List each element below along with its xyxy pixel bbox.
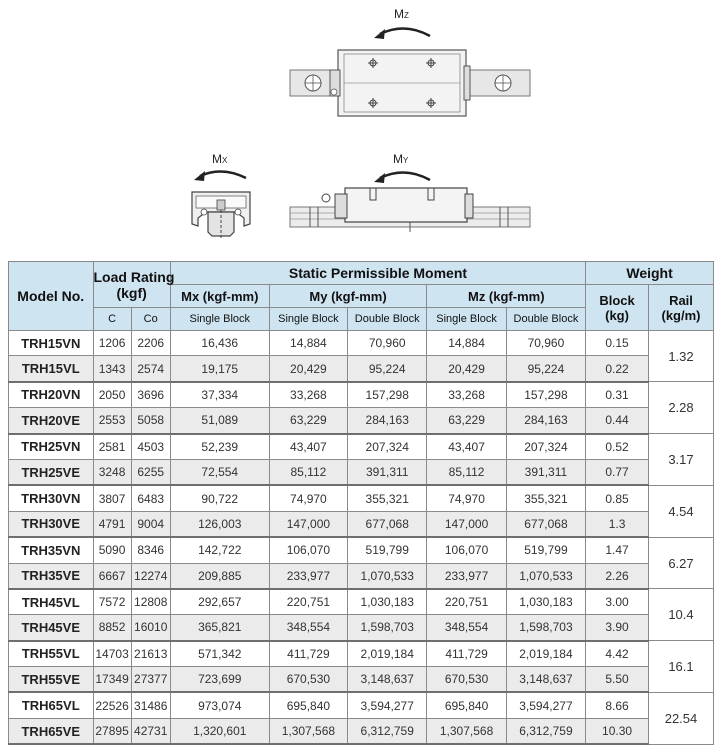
my-double-cell: 2,019,184 xyxy=(348,641,427,667)
my-single-cell: 670,530 xyxy=(269,667,347,693)
mz-double-cell: 3,148,637 xyxy=(506,667,585,693)
side-view-diagram xyxy=(290,152,530,232)
mx-arrow xyxy=(200,171,246,178)
co-cell: 6255 xyxy=(131,459,170,485)
table-row xyxy=(9,382,714,408)
mx-cell: 723,699 xyxy=(170,667,269,693)
co-cell: 5058 xyxy=(131,408,170,434)
block-weight-cell: 3.00 xyxy=(586,589,649,615)
co-cell: 21613 xyxy=(131,641,170,667)
my-arrow xyxy=(380,172,430,180)
table-row xyxy=(9,331,714,356)
header-mz: Mz (kgf-mm) xyxy=(427,285,586,308)
front-view-diagram xyxy=(192,152,250,238)
header-co: Co xyxy=(131,308,170,331)
header-my-single: Single Block xyxy=(269,308,347,331)
side-block xyxy=(345,188,467,222)
mx-label: MX xyxy=(212,152,228,166)
table-row xyxy=(9,511,714,537)
header-mx: Mx (kgf-mm) xyxy=(170,285,269,308)
co-cell: 12808 xyxy=(131,589,170,615)
c-cell: 8852 xyxy=(93,615,131,641)
header-block: Block (kg) xyxy=(586,285,649,331)
mz-double-cell: 355,321 xyxy=(506,485,585,511)
mz-arrowhead xyxy=(374,29,385,39)
rail-weight-cell: 16.1 xyxy=(648,641,713,693)
mz-double-cell: 519,799 xyxy=(506,537,585,563)
c-cell: 1206 xyxy=(93,331,131,356)
my-single-cell: 43,407 xyxy=(269,434,347,460)
model-cell: TRH30VE xyxy=(9,511,94,537)
mx-cell: 52,239 xyxy=(170,434,269,460)
co-cell: 9004 xyxy=(131,511,170,537)
table-row xyxy=(9,641,714,667)
model-cell: TRH20VE xyxy=(9,408,94,434)
header-load-rating: Load Rating (kgf) xyxy=(93,262,170,308)
c-cell: 3807 xyxy=(93,485,131,511)
c-cell: 1343 xyxy=(93,356,131,382)
co-cell: 42731 xyxy=(131,718,170,744)
mx-cell: 973,074 xyxy=(170,692,269,718)
my-double-cell: 1,598,703 xyxy=(348,615,427,641)
mz-single-cell: 233,977 xyxy=(427,563,506,589)
mz-double-cell: 6,312,759 xyxy=(506,718,585,744)
table-row xyxy=(9,537,714,563)
mz-double-cell: 391,311 xyxy=(506,459,585,485)
c-cell: 2050 xyxy=(93,382,131,408)
block-weight-cell: 0.22 xyxy=(586,356,649,382)
my-double-cell: 1,070,533 xyxy=(348,563,427,589)
table-row xyxy=(9,356,714,382)
model-cell: TRH45VE xyxy=(9,615,94,641)
table-row xyxy=(9,718,714,744)
block-weight-cell: 0.15 xyxy=(586,331,649,356)
rail-weight-cell: 4.54 xyxy=(648,485,713,537)
my-double-cell: 70,960 xyxy=(348,331,427,356)
mz-single-cell: 33,268 xyxy=(427,382,506,408)
block-weight-cell: 10.30 xyxy=(586,718,649,744)
my-single-cell: 411,729 xyxy=(269,641,347,667)
rail-weight-cell: 22.54 xyxy=(648,692,713,744)
my-double-cell: 519,799 xyxy=(348,537,427,563)
my-double-cell: 207,324 xyxy=(348,434,427,460)
co-cell: 4503 xyxy=(131,434,170,460)
header-mx-single: Single Block xyxy=(170,308,269,331)
my-double-cell: 95,224 xyxy=(348,356,427,382)
block-weight-cell: 8.66 xyxy=(586,692,649,718)
c-cell: 6667 xyxy=(93,563,131,589)
mx-cell: 142,722 xyxy=(170,537,269,563)
mz-double-cell: 1,598,703 xyxy=(506,615,585,641)
mx-cell: 72,554 xyxy=(170,459,269,485)
rail-weight-cell: 3.17 xyxy=(648,434,713,486)
my-single-cell: 233,977 xyxy=(269,563,347,589)
model-cell: TRH45VL xyxy=(9,589,94,615)
block-weight-cell: 0.52 xyxy=(586,434,649,460)
co-cell: 8346 xyxy=(131,537,170,563)
moment-diagrams-svg xyxy=(0,0,724,258)
mz-single-cell: 63,229 xyxy=(427,408,506,434)
mz-single-cell: 43,407 xyxy=(427,434,506,460)
block-weight-cell: 5.50 xyxy=(586,667,649,693)
header-static-moment: Static Permissible Moment xyxy=(170,262,585,285)
mz-single-cell: 670,530 xyxy=(427,667,506,693)
model-cell: TRH35VE xyxy=(9,563,94,589)
mz-double-cell: 1,030,183 xyxy=(506,589,585,615)
table-row xyxy=(9,667,714,693)
my-double-cell: 1,030,183 xyxy=(348,589,427,615)
mz-single-cell: 14,884 xyxy=(427,331,506,356)
mz-single-cell: 411,729 xyxy=(427,641,506,667)
block-weight-cell: 1.3 xyxy=(586,511,649,537)
block-weight-cell: 2.26 xyxy=(586,563,649,589)
my-single-cell: 14,884 xyxy=(269,331,347,356)
c-cell: 4791 xyxy=(93,511,131,537)
mz-single-cell: 20,429 xyxy=(427,356,506,382)
model-cell: TRH15VL xyxy=(9,356,94,382)
c-cell: 22526 xyxy=(93,692,131,718)
c-cell: 7572 xyxy=(93,589,131,615)
mx-cell: 51,089 xyxy=(170,408,269,434)
header-mz-double: Double Block xyxy=(506,308,585,331)
rail-weight-cell: 2.28 xyxy=(648,382,713,434)
model-cell: TRH25VE xyxy=(9,459,94,485)
table-row xyxy=(9,692,714,718)
my-label: MY xyxy=(393,152,409,166)
mz-single-cell: 220,751 xyxy=(427,589,506,615)
my-double-cell: 3,594,277 xyxy=(348,692,427,718)
header-my: My (kgf-mm) xyxy=(269,285,427,308)
mz-double-cell: 207,324 xyxy=(506,434,585,460)
header-c: C xyxy=(93,308,131,331)
my-double-cell: 391,311 xyxy=(348,459,427,485)
model-cell: TRH35VN xyxy=(9,537,94,563)
mz-double-cell: 157,298 xyxy=(506,382,585,408)
model-cell: TRH15VN xyxy=(9,331,94,356)
rail-weight-cell: 1.32 xyxy=(648,331,713,382)
my-single-cell: 348,554 xyxy=(269,615,347,641)
block-weight-cell: 0.85 xyxy=(586,485,649,511)
my-single-cell: 20,429 xyxy=(269,356,347,382)
table-header xyxy=(9,262,714,331)
my-single-cell: 63,229 xyxy=(269,408,347,434)
rail-weight-cell: 6.27 xyxy=(648,537,713,589)
model-cell: TRH20VN xyxy=(9,382,94,408)
moment-diagrams xyxy=(0,0,724,258)
my-single-cell: 695,840 xyxy=(269,692,347,718)
my-single-cell: 85,112 xyxy=(269,459,347,485)
co-cell: 31486 xyxy=(131,692,170,718)
mz-single-cell: 85,112 xyxy=(427,459,506,485)
my-single-cell: 74,970 xyxy=(269,485,347,511)
mx-cell: 90,722 xyxy=(170,485,269,511)
c-cell: 14703 xyxy=(93,641,131,667)
block-weight-cell: 0.31 xyxy=(586,382,649,408)
model-cell: TRH30VN xyxy=(9,485,94,511)
header-rail: Rail (kg/m) xyxy=(648,285,713,331)
model-cell: TRH25VN xyxy=(9,434,94,460)
mz-double-cell: 284,163 xyxy=(506,408,585,434)
mx-cell: 126,003 xyxy=(170,511,269,537)
mz-double-cell: 2,019,184 xyxy=(506,641,585,667)
my-single-cell: 106,070 xyxy=(269,537,347,563)
mz-double-cell: 3,594,277 xyxy=(506,692,585,718)
my-single-cell: 147,000 xyxy=(269,511,347,537)
mz-double-cell: 677,068 xyxy=(506,511,585,537)
mx-cell: 37,334 xyxy=(170,382,269,408)
my-double-cell: 157,298 xyxy=(348,382,427,408)
table-row xyxy=(9,563,714,589)
model-cell: TRH65VE xyxy=(9,718,94,744)
co-cell: 16010 xyxy=(131,615,170,641)
rail-weight-cell: 10.4 xyxy=(648,589,713,641)
mz-double-cell: 1,070,533 xyxy=(506,563,585,589)
block-weight-cell: 0.77 xyxy=(586,459,649,485)
header-mz-single: Single Block xyxy=(427,308,506,331)
my-single-cell: 220,751 xyxy=(269,589,347,615)
c-cell: 3248 xyxy=(93,459,131,485)
mz-single-cell: 348,554 xyxy=(427,615,506,641)
block-weight-cell: 4.42 xyxy=(586,641,649,667)
my-single-cell: 1,307,568 xyxy=(269,718,347,744)
header-model-no: Model No. xyxy=(9,262,94,331)
c-cell: 2581 xyxy=(93,434,131,460)
header-my-double: Double Block xyxy=(348,308,427,331)
my-double-cell: 284,163 xyxy=(348,408,427,434)
mz-single-cell: 695,840 xyxy=(427,692,506,718)
table-body xyxy=(9,331,714,745)
mx-cell: 209,885 xyxy=(170,563,269,589)
my-double-cell: 677,068 xyxy=(348,511,427,537)
header-weight: Weight xyxy=(586,262,714,285)
mz-double-cell: 70,960 xyxy=(506,331,585,356)
mx-cell: 19,175 xyxy=(170,356,269,382)
mz-single-cell: 106,070 xyxy=(427,537,506,563)
co-cell: 6483 xyxy=(131,485,170,511)
my-single-cell: 33,268 xyxy=(269,382,347,408)
table-row xyxy=(9,485,714,511)
block-weight-cell: 3.90 xyxy=(586,615,649,641)
table-row xyxy=(9,615,714,641)
block-weight-cell: 1.47 xyxy=(586,537,649,563)
mz-double-cell: 95,224 xyxy=(506,356,585,382)
mz-arrow xyxy=(380,28,430,36)
mx-cell: 292,657 xyxy=(170,589,269,615)
mx-cell: 365,821 xyxy=(170,615,269,641)
my-double-cell: 6,312,759 xyxy=(348,718,427,744)
table-row xyxy=(9,459,714,485)
mz-label: MZ xyxy=(394,7,409,21)
mx-arrowhead xyxy=(194,171,205,181)
mx-cell: 571,342 xyxy=(170,641,269,667)
c-cell: 2553 xyxy=(93,408,131,434)
top-view-diagram xyxy=(290,7,530,116)
co-cell: 2206 xyxy=(131,331,170,356)
specification-table xyxy=(8,261,714,745)
co-cell: 12274 xyxy=(131,563,170,589)
c-cell: 17349 xyxy=(93,667,131,693)
my-arrowhead xyxy=(374,173,385,183)
my-double-cell: 3,148,637 xyxy=(348,667,427,693)
model-cell: TRH55VL xyxy=(9,641,94,667)
mx-cell: 1,320,601 xyxy=(170,718,269,744)
mz-single-cell: 74,970 xyxy=(427,485,506,511)
table-row xyxy=(9,589,714,615)
co-cell: 2574 xyxy=(131,356,170,382)
model-cell: TRH55VE xyxy=(9,667,94,693)
c-cell: 5090 xyxy=(93,537,131,563)
mz-single-cell: 147,000 xyxy=(427,511,506,537)
mx-cell: 16,436 xyxy=(170,331,269,356)
table-row xyxy=(9,434,714,460)
co-cell: 27377 xyxy=(131,667,170,693)
model-cell: TRH65VL xyxy=(9,692,94,718)
c-cell: 27895 xyxy=(93,718,131,744)
mz-single-cell: 1,307,568 xyxy=(427,718,506,744)
my-double-cell: 355,321 xyxy=(348,485,427,511)
block-weight-cell: 0.44 xyxy=(586,408,649,434)
co-cell: 3696 xyxy=(131,382,170,408)
table-row xyxy=(9,408,714,434)
